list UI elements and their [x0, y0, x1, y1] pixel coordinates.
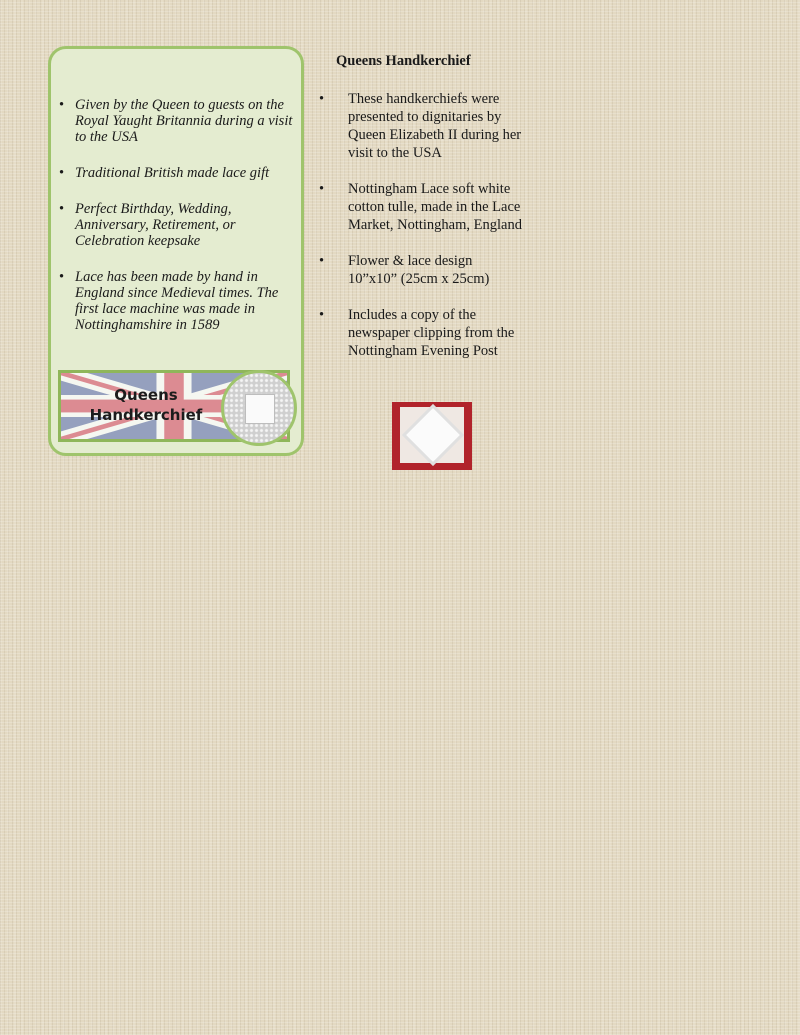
logo-title: Queens Handkerchief [89, 386, 203, 424]
lace-handkerchief-image [221, 370, 297, 446]
feature-item: • Perfect Birthday, Wedding, Anniversary, Retirement, or Celebration keepsake [57, 201, 301, 249]
handkerchief-center [245, 394, 275, 424]
product-details-list [318, 90, 523, 378]
detail-item: • Includes a copy of the newspaper clipping from the Nottingham Evening Post [318, 306, 523, 360]
detail-item: • Nottingham Lace soft white cotton tulle, made in the Lace Market, Nottingham, England [318, 180, 523, 234]
feature-item: • Traditional British made lace gift [57, 165, 301, 181]
feature-list [51, 97, 301, 353]
detail-item: • Flower & lace design 10”x10” (25cm x 25cm) [318, 252, 523, 288]
framed-handkerchief-photo [392, 402, 472, 470]
detail-item: • These handkerchiefs were presented to dignitaries by Queen Elizabeth II during her visit to the USA [318, 90, 523, 162]
page-title: Queens Handkerchief [336, 53, 471, 69]
feature-item: • Given by the Queen to guests on the Royal Yaught Britannia during a visit to the USA [57, 97, 301, 145]
feature-item: • Lace has been made by hand in England since Medieval times. The first lace machine was made in Nottinghamshire in 1589 [57, 269, 301, 333]
